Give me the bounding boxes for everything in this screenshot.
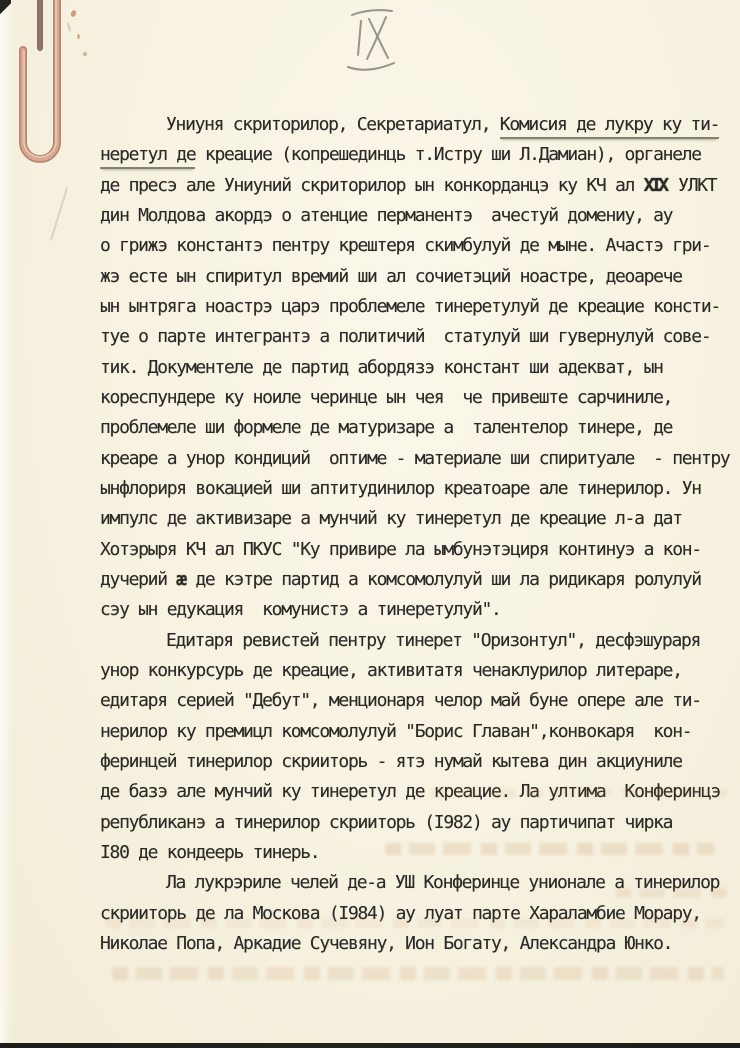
text-line	[100, 383, 730, 413]
text-line	[100, 686, 730, 716]
text-segment: едитаря серией "Дебут", менционаря челор май буне опере але ти-	[100, 690, 701, 712]
text-line	[100, 322, 730, 352]
text-line	[100, 595, 730, 625]
text-segment: ынфлориря вокацией ши аптитудинилор креатоаре але тинерилор. Ун	[100, 477, 701, 499]
pencil-stroke-x2	[367, 17, 386, 59]
underlined-text-segment: неретул де	[100, 144, 195, 169]
text-segment: дин Молдова акордэ о атенцие перманентэ ачестуй домениу, ау	[100, 204, 673, 226]
text-segment: импулс де активизаре а мунчий ку тинеретул де креацие л-а дат	[100, 508, 682, 530]
text-line	[100, 929, 730, 959]
text-segment: дучерий	[100, 568, 177, 590]
pencil-stroke-x1	[369, 19, 388, 58]
text-line	[100, 262, 730, 292]
text-segment: републиканэ а тинерилор скрииторь (I982) ау партичипат чирка	[100, 811, 673, 833]
text-segment: сэу ын едукация комунистэ а тинеретулуй".	[100, 599, 501, 621]
text-line	[100, 626, 730, 656]
paperclip-icon	[0, 0, 110, 196]
text-line	[100, 413, 730, 443]
text-segment: скрииторь де ла Москова (I984) ау луат парте Хараламбие Морару,	[100, 902, 701, 924]
text-segment: туе о парте интегрантэ а политичий статулуй ши гувернулуй сове-	[100, 326, 711, 348]
text-segment: кореспундере ку ноиле черинце ын чея че привеште сарчиниле,	[100, 386, 673, 408]
text-line	[100, 747, 730, 777]
text-block	[100, 110, 730, 959]
text-segment: жэ есте ын спиритул времий ши ал сочиетэций ноастре, деоарече	[100, 265, 682, 287]
text-segment: тик. Документеле де партид абордязэ констант ши адекват, ын	[100, 356, 663, 378]
text-line	[100, 504, 730, 534]
text-segment: проблемеле ши формеле де матуризаре а талентелор тинере, де	[100, 417, 673, 439]
text-line	[100, 110, 730, 140]
text-segment: унор конкурсурь де креацие, активитатя ченаклурилор литераре,	[100, 659, 682, 681]
text-segment: Униуня скриторилор, Секретариатул,	[166, 114, 500, 135]
text-segment: Хотэрыря КЧ ал ПКУС "Ку привире ла ымбунэтэциря континуэ а кон-	[100, 538, 701, 560]
text-segment: УЛКТ	[668, 174, 717, 196]
text-segment: феринцей тинерилор скрииторь - ятэ нумай кытева дин акциуниле	[100, 750, 682, 772]
text-segment: нерилор ку премицл комсомолулуй "Борис Главан",конвокаря кон-	[100, 720, 692, 742]
foxing-spot	[77, 34, 80, 39]
text-segment: Едитаря ревистей пентру тинерет "Оризонтул", десфэшураря	[166, 629, 701, 651]
bleed-through-line	[105, 918, 725, 928]
text-line	[100, 656, 730, 686]
pencil-stroke-i	[358, 21, 361, 55]
bleed-through-line	[430, 788, 728, 798]
text-segment: Николае Попа, Аркадие Сучевяну, Ион Богату, Александра Юнко.	[100, 932, 673, 954]
text-segment: XIX	[643, 174, 666, 196]
bleed-through-line	[112, 967, 724, 980]
text-segment: креаре а унор кондиций оптиме - материале ши спиритуале - пентру	[100, 447, 730, 469]
text-line	[100, 535, 730, 565]
pencil-underline-mark	[348, 63, 394, 70]
text-line	[100, 565, 730, 595]
text-segment: I80 де кондеерь тинерь.	[100, 841, 320, 863]
text-line	[100, 292, 730, 322]
text-line	[100, 171, 730, 201]
text-line	[100, 231, 730, 261]
text-segment: Ла лукрэриле челей де-а УШ Конферинце унионале а тинерилор	[166, 872, 720, 894]
text-line	[100, 201, 730, 231]
handwritten-page-number	[338, 2, 422, 80]
text-line	[100, 140, 730, 170]
text-line	[100, 353, 730, 383]
text-segment: о грижэ константэ пентру крештеря скимбулуй де мыне. Ачастэ гри-	[100, 235, 711, 257]
text-segment: де кэтре партид а комсомолулуй ши ла ридикаря ролулуй	[185, 568, 701, 590]
scan-edge-bottom	[0, 1043, 740, 1048]
text-line	[100, 808, 730, 838]
bleed-through-line	[385, 843, 715, 855]
underlined-text-segment: Комисия де лукру ку ти-	[500, 114, 719, 139]
bleed-through-line	[615, 888, 727, 898]
text-segment: де пресэ але Униуний скриторилор ын конкорданцэ ку КЧ ал	[100, 174, 644, 196]
text-segment: де базэ але мунчий ку тинеретул де креацие. Ла ултима Конферинцэ	[100, 781, 720, 803]
foxing-spot	[83, 52, 87, 56]
pencil-overline	[352, 10, 392, 15]
text-segment: ын ынтряга ноастрэ царэ проблемеле тинеретулуй де креацие консти-	[100, 295, 720, 317]
text-segment: ӕ	[176, 568, 186, 590]
corner-notch	[0, 0, 11, 16]
text-line	[100, 444, 730, 474]
text-line	[100, 474, 730, 504]
text-segment: креацие (копрешединць т.Истру ши Л.Дамиан), органеле	[195, 144, 701, 166]
text-line	[100, 717, 730, 747]
